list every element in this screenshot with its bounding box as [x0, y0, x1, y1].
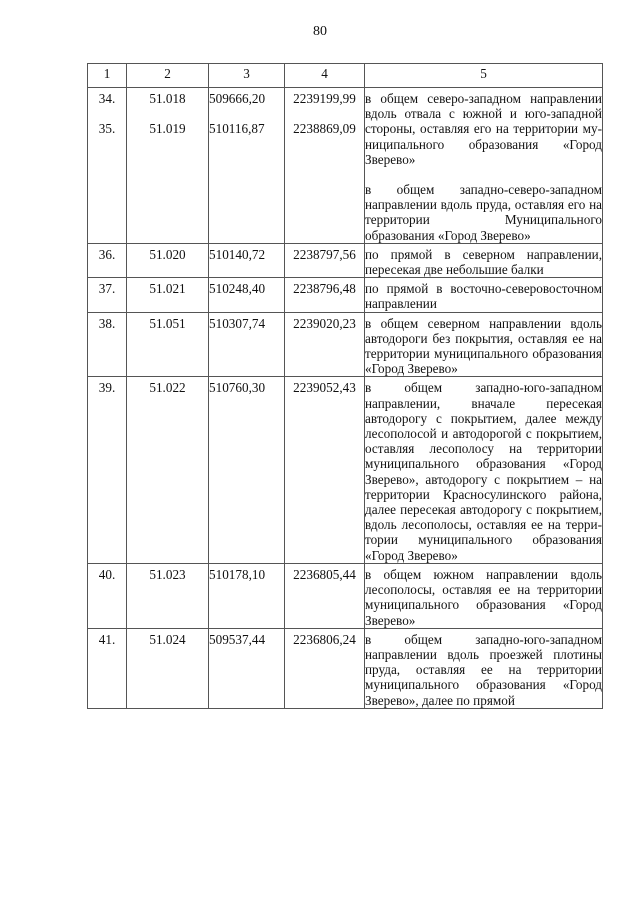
point-code: 51.051 [149, 315, 186, 331]
x-coordinate: 510140,72 [209, 246, 266, 262]
x-coordinate-cell [209, 243, 285, 277]
point-number-cell [88, 312, 127, 377]
point-number: 37. [98, 281, 116, 297]
x-coordinate: 510760,30 [209, 380, 266, 396]
point-code: 51.019 [149, 121, 186, 137]
header-cell-y: 4 [285, 64, 365, 88]
y-coordinate: 2239052,43 [293, 380, 356, 396]
direction-description: в общем западно-юго-западном направлении, вначале пересекая автодорогу с покрытием, далее между лесополосой и автодорогой с покрытием, оставляя лесополосу на территории муниципального образования «Город Зверево», автодорогу с покрытием – на территории Красносулинского района, далее пересекая автодорогу с покрытием, вдоль лесополосы, оставляя ее на территории муниципального образования «Город Зверево» [365, 380, 602, 563]
boundary-points-table [87, 63, 603, 709]
direction-description: по прямой в восточно-северовосточном направлении [365, 281, 602, 312]
table-row [88, 377, 603, 563]
point-code-cell [127, 377, 209, 563]
direction-description-cell [365, 563, 603, 628]
direction-description-cell [365, 88, 603, 244]
point-number: 35. [98, 121, 116, 137]
x-coordinate: 510178,10 [209, 566, 266, 582]
x-coordinate-cell [209, 88, 285, 244]
header-cell-x: 3 [209, 64, 285, 88]
x-coordinate: 510248,40 [209, 281, 266, 297]
table-header-row [88, 64, 603, 88]
direction-description: по прямой в северном направлении, пересекая две небольшие балки [365, 246, 602, 278]
table-body [88, 64, 603, 709]
direction-description: в общем южном направлении вдоль лесополосы, оставляя ее на территории муниципального образования «Город Зверево» [365, 566, 602, 628]
y-coordinate-cell [285, 88, 365, 244]
point-code: 51.022 [149, 380, 186, 396]
direction-description: в общем северо-западном направлении вдоль отвала с южной и юго-западной стороны, оставляя его на территории муниципального образования «Город Зверево» [365, 91, 602, 167]
point-number-cell [88, 88, 127, 244]
point-code-cell [127, 312, 209, 377]
page-number: 80 [313, 24, 327, 39]
point-number-cell [88, 278, 127, 312]
direction-description-cell [365, 243, 603, 277]
y-coordinate: 2236805,44 [293, 566, 356, 582]
y-coordinate: 2238796,48 [293, 281, 356, 297]
y-coordinate-cell [285, 377, 365, 563]
direction-description-cell [365, 628, 603, 708]
direction-description: в общем западно-северо-западном направлении вдоль пруда, оставляя его на территории Муниципального образования «Город Зверево» [365, 182, 602, 243]
point-number: 39. [98, 380, 116, 396]
x-coordinate-cell [209, 563, 285, 628]
point-number: 41. [98, 631, 116, 647]
y-coordinate-cell [285, 312, 365, 377]
point-number-cell [88, 563, 127, 628]
direction-description-cell [365, 278, 603, 312]
point-code: 51.024 [149, 631, 186, 647]
x-coordinate: 509537,44 [209, 631, 266, 647]
point-code: 51.020 [149, 246, 186, 262]
x-coordinate-cell [209, 628, 285, 708]
y-coordinate: 2239199,99 [293, 91, 356, 106]
table-row [88, 312, 603, 377]
direction-description: в общем северном направлении вдоль автодороги без покрытия, оставляя ее на территории муниципального образования «Город Зверево» [365, 315, 602, 377]
x-coordinate: 510116,87 [209, 121, 265, 137]
y-coordinate-cell [285, 563, 365, 628]
point-number: 34. [98, 91, 116, 106]
table-row [88, 243, 603, 277]
x-coordinate: 509666,20 [209, 91, 266, 106]
y-coordinate: 2238797,56 [293, 246, 356, 262]
x-coordinate: 510307,74 [209, 315, 266, 331]
y-coordinate-cell [285, 278, 365, 312]
point-code-cell [127, 243, 209, 277]
x-coordinate-cell [209, 377, 285, 563]
y-coordinate: 2236806,24 [293, 631, 356, 647]
point-number: 40. [98, 566, 116, 582]
point-number: 38. [98, 315, 116, 331]
point-code-cell [127, 278, 209, 312]
point-number-cell [88, 628, 127, 708]
point-code: 51.023 [149, 566, 186, 582]
table-row [88, 563, 603, 628]
x-coordinate-cell [209, 312, 285, 377]
y-coordinate-cell [285, 628, 365, 708]
point-number-cell [88, 243, 127, 277]
table-row [88, 278, 603, 312]
point-code: 51.021 [149, 281, 186, 297]
header-cell-code: 2 [127, 64, 209, 88]
point-code-cell [127, 563, 209, 628]
y-coordinate-cell [285, 243, 365, 277]
point-code: 51.018 [149, 91, 186, 106]
x-coordinate-cell [209, 278, 285, 312]
table-row [88, 628, 603, 708]
point-number: 36. [98, 246, 116, 262]
direction-description-cell [365, 377, 603, 563]
point-number-cell [88, 377, 127, 563]
direction-description: в общем западно-юго-западном направлении вдоль проезжей плотины пруда, оставляя ее на территории муниципального образования «Город Зверево», далее по прямой [365, 631, 602, 708]
header-cell-description: 5 [365, 64, 603, 88]
y-coordinate: 2239020,23 [293, 315, 356, 331]
direction-description-cell [365, 312, 603, 377]
point-code-cell [127, 88, 209, 244]
y-coordinate: 2238869,09 [293, 121, 356, 137]
header-cell-num: 1 [88, 64, 127, 88]
point-code-cell [127, 628, 209, 708]
table-row [88, 88, 603, 244]
